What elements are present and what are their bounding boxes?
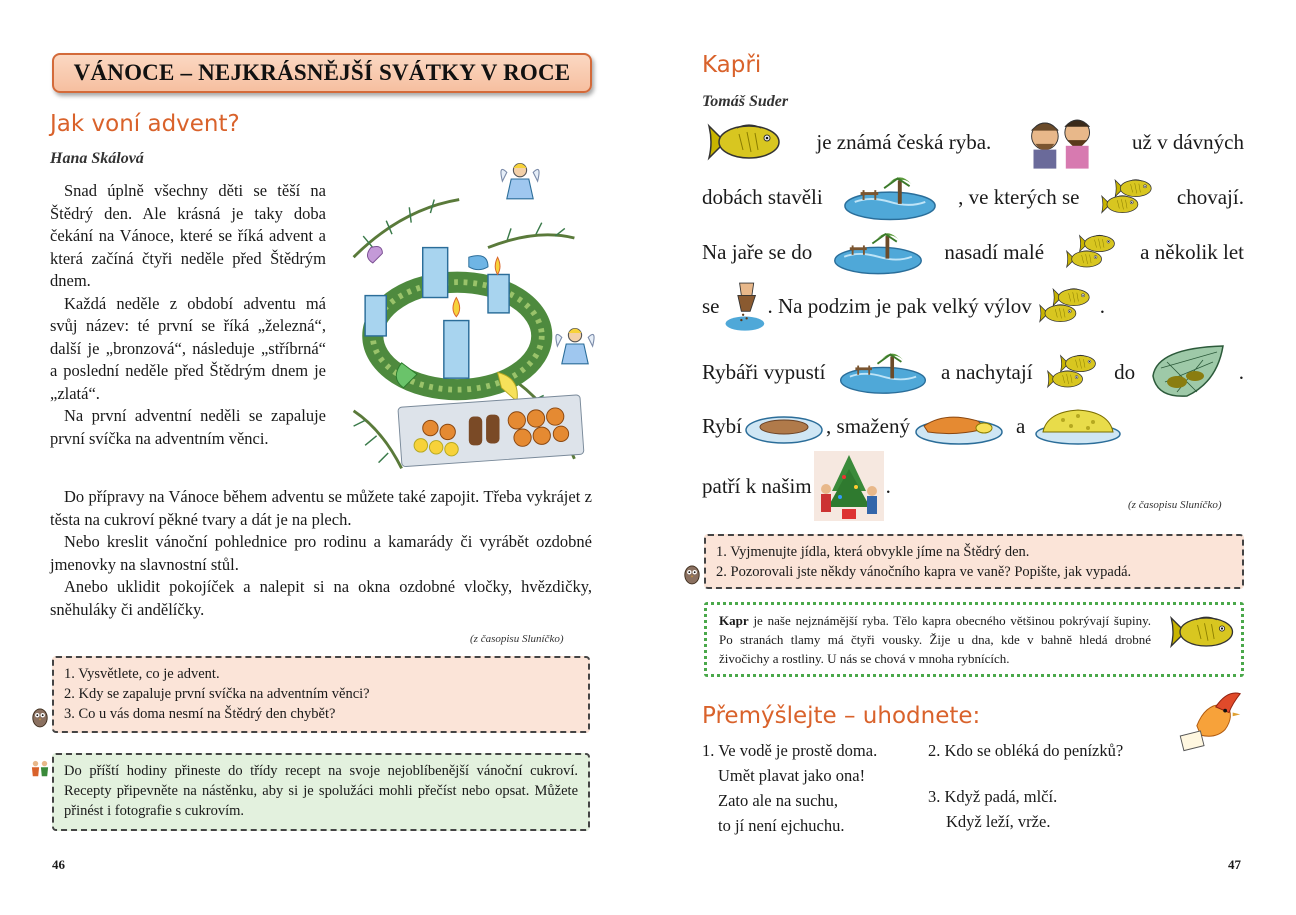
rebus-text: a [1016,413,1026,438]
rebus-line [702,352,1244,392]
info-box [704,602,1244,677]
paragraph: Každá neděle z období adventu má svůj název: té první se říká „železná“, další je „bronzová“, následuje „stříbrná“ a poslední neděle před Štědrým dnem je „zlatá“. [50,293,326,403]
carps-icon [1036,286,1096,326]
story-author: Tomáš Suder [702,93,789,110]
riddle-line: Zato ale na suchu, [718,791,839,810]
questions-box [52,656,590,733]
riddle-line: Umět plavat jako ona! [718,766,866,785]
riddle-1 [702,738,877,838]
riddle-2 [928,738,1123,763]
fried-carp-icon [914,406,1004,446]
rebus-text: dobách stavěli [702,184,823,209]
rebus-text: . [1099,293,1105,318]
rebus-line [702,177,1244,217]
story-title: Kapři [702,52,762,78]
chapter-banner: VÁNOCE – NEJKRÁSNĚJŠÍ SVÁTKY V ROCE [52,53,592,93]
riddle-line: 1. Ve vodě je prostě doma. [702,741,878,760]
rebus-line [702,450,962,522]
pond-icon [831,227,925,277]
question: 2. Kdy se zapaluje první svíčka na adventním věnci? [64,686,370,702]
rebus-text: , ve kterých se [958,184,1080,209]
question: 1. Vyjmenujte jídla, která obvykle jíme na Štědrý den. [716,544,1030,560]
questions-box [704,534,1244,589]
owl-icon [31,706,49,728]
rebus-text: Rybí [702,413,743,438]
feeding-fish-icon [722,277,766,335]
story-title: Jak voní advent? [50,111,240,137]
fishing-net-icon [1147,342,1227,402]
owl-icon [683,563,701,585]
rebus-text: a několik let [1140,239,1244,264]
rebus-text: chovají. [1176,184,1244,209]
source-note: (z časopisu Sluníčko) [1128,499,1222,511]
carps-icon [1044,352,1102,392]
christmas-family-icon [814,451,884,521]
info-text: je naše nejznámější ryba. Tělo kapra obecného většinou pokrývají šupiny. Po stranách tlamy má čtyři vousky. Žije u dna, kde v bahně hledá drobné živočichy a rostliny. U nás se chová v mnoha rybnících. [719,613,1151,666]
riddle-title: Přemýšlejte – uhodnete: [702,703,981,729]
riddle-line: 2. Kdo se obléká do penízků? [928,741,1124,760]
fish-soup-icon [744,406,824,446]
paragraph: Do přípravy na Vánoce během adventu se můžete také zapojit. Třeba vykrájet z těsta na cukroví pěkné tvary a dát je na plech. [50,487,592,529]
potato-salad-icon [1033,406,1123,446]
question: 3. Co u vás doma nesmí na Štědrý den chybět? [64,706,336,722]
riddle-line: to jí není ejchuchu. [718,816,845,835]
question: 2. Pozorovali jste někdy vánočního kapra ve vaně? Popište, jak vypadá. [716,564,1132,580]
riddle-line: Když leží, vrže. [946,812,1051,831]
paragraph: Anebo uklidit pokojíček a nalepit si na okna ozdobné vločky, hvězdičky, sněhuláky či andělíčky. [50,577,592,619]
rebus-line [702,406,1152,446]
rebus-text: do [1114,359,1136,384]
carp-icon [1166,612,1236,652]
rebus-line [702,122,1244,162]
rebus-line [702,232,1244,272]
rebus-text: , smažený [826,413,910,438]
rebus-text: a nachytají [941,359,1033,384]
carps-icon [1098,177,1158,217]
rebus-text: se [702,293,720,318]
rebus-text: . [885,473,891,498]
rebus-text: . [1238,359,1244,384]
rebus-text: nasadí malé [944,239,1045,264]
rebus-text: Rybáři vypustí [702,359,826,384]
full-paragraphs [50,486,592,621]
pond-icon [841,172,939,222]
wrapped-paragraphs [50,180,326,450]
rebus-text: je známá česká ryba. [816,129,992,154]
carps-icon [1063,232,1121,272]
source-note: (z časopisu Sluníčko) [470,633,564,645]
question: 1. Vysvětlete, co je advent. [64,666,220,682]
carp-icon [702,120,784,164]
rebus-line [702,286,1172,326]
fishermen-icon [1024,113,1100,171]
rebus-text: už v dávných [1132,129,1244,154]
paragraph: Snad úplně všechny děti se těší na Štědrý den. Ale krásná je taky doba čekání na Vánoce, které se říká advent a která začíná čtyři neděle před Štědrým dnem. [50,181,326,290]
rebus-text: . Na podzim je pak velký výlov [767,293,1032,318]
story-author: Hana Skálová [50,150,144,167]
riddle-3 [928,784,1057,834]
riddle-line: 3. Když padá, mlčí. [928,787,1058,806]
info-keyword: Kapr [719,613,749,628]
page-number: 47 [1228,857,1241,872]
task-box: Do příští hodiny přineste do třídy recept na svoje nejoblíbenější vánoční cukroví. Recepty připevněte na nástěnku, aby si je spolužáci mohli přečíst nebo opsat. Můžete přinést i fotografie s cukrovím. [52,753,590,831]
rebus-text: patří k našim [702,473,812,498]
paragraph: Na první adventní neděli se zapaluje první svíčka na adventním věnci. [50,406,326,448]
rebus-text: Na jaře se do [702,239,813,264]
kids-icon [30,760,50,778]
pond-icon [837,347,929,397]
page-number: 46 [52,857,65,872]
paragraph: Nebo kreslit vánoční pohlednice pro rodinu a kamarády či vyrábět ozdobné jmenovky na slavnostní stůl. [50,532,592,574]
advent-wreath-illustration [338,190,590,478]
bird-icon [1178,688,1244,754]
